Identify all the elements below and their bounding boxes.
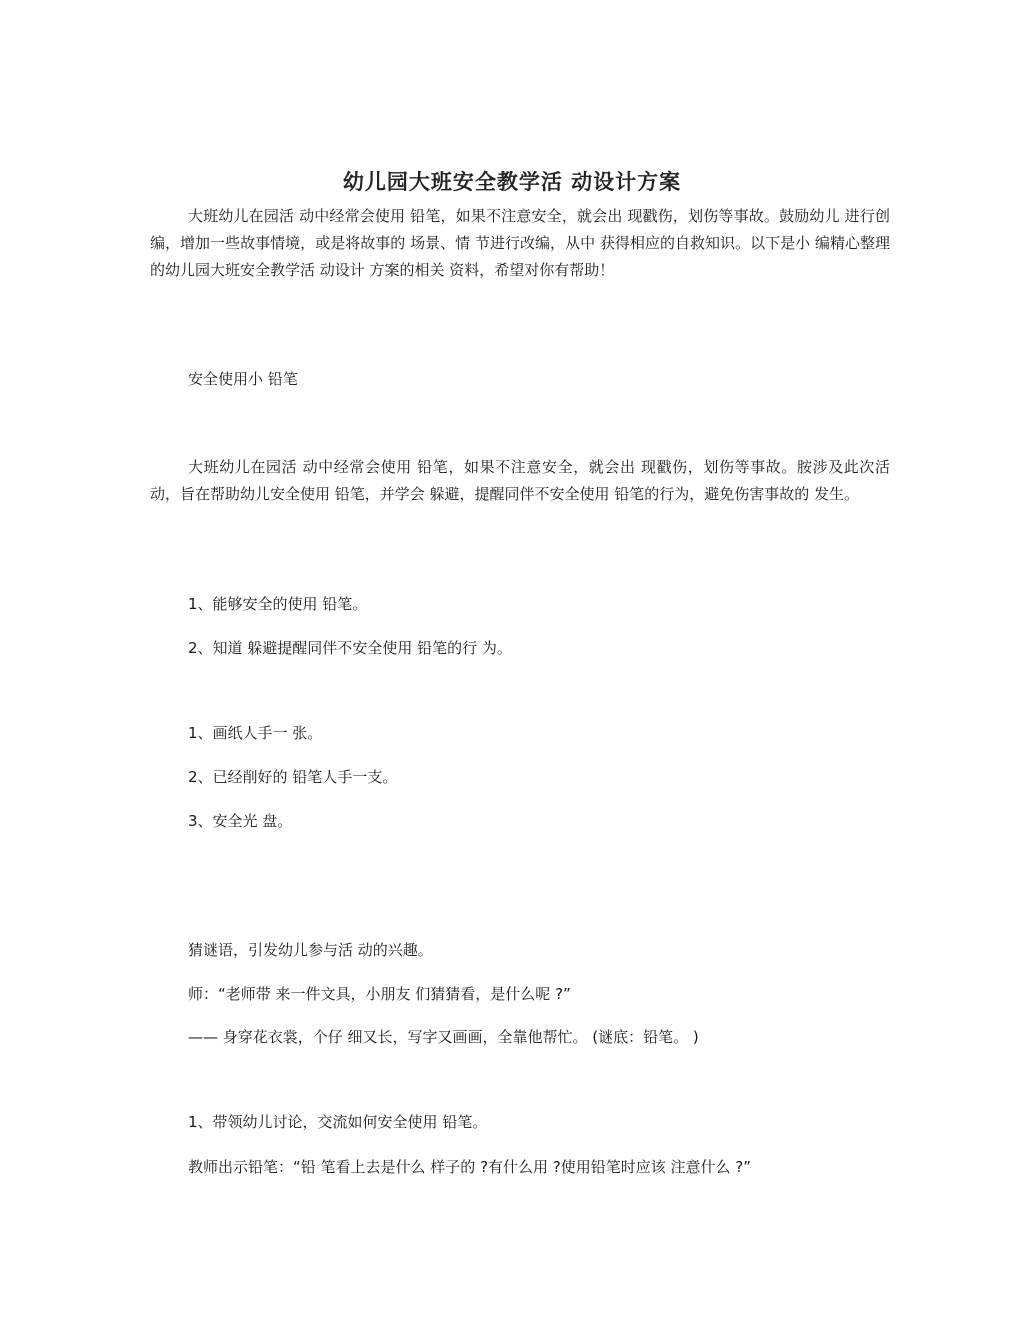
activity-subtitle: 安全使用小 铅笔 bbox=[188, 370, 298, 388]
process-line: 猜谜语，引发幼儿参与活 动的兴趣。 bbox=[188, 941, 433, 959]
process-line: —— 身穿花衣裳，个仔 细又长，写字又画画，全靠他帮忙。 (谜底：铅笔。 ) bbox=[188, 1028, 699, 1046]
goal-item: 1、能够安全的使用 铅笔。 bbox=[188, 595, 368, 613]
intro-paragraph: 大班幼儿在园活 动中经常会使用 铅笔，如果不注意安全，就会出 现戳伤，划伤等事故。鼓励幼儿 进行创编，增加一些故事情境，或是将故事的 场景、情 节进行改编，从中 获得相应的自救知识。以下是小 编精心整理的幼儿园大班安全教学活 动设计 方案的相关 资料，希望对你有帮助！ bbox=[150, 207, 890, 279]
material-item: 2、已经削好的 铅笔人手一支。 bbox=[188, 768, 398, 786]
material-item: 3、安全光 盘。 bbox=[188, 812, 293, 830]
background-paragraph: 大班幼儿在园活 动中经常会使用 铅笔，如果不注意安全，就会出 现戳伤，划伤等事故。胺涉及此次活 动，旨在帮助幼儿安全使用 铅笔，并学会 躲避，提醒同伴不安全使用 铅笔的行为，避免伤害事故的 发生。 bbox=[150, 458, 890, 503]
material-item: 1、画纸人手一 张。 bbox=[188, 724, 323, 742]
process-line: 师：“老师带 来一件文具，小朋友 们猜猜看，是什么呢 ?” bbox=[188, 985, 571, 1003]
process-line: 教师出示铅笔：“铅 笔看上去是什么 样子的 ?有什么用 ?使用铅笔时应该 注意什么 ?” bbox=[188, 1158, 752, 1176]
document-title: 幼儿园大班安全教学活 动设计方案 bbox=[342, 169, 682, 194]
process-line: 1、带领幼儿讨论，交流如何安全使用 铅笔。 bbox=[188, 1113, 488, 1131]
goal-item: 2、知道 躲避提醒同伴不安全使用 铅笔的行 为。 bbox=[188, 639, 512, 657]
